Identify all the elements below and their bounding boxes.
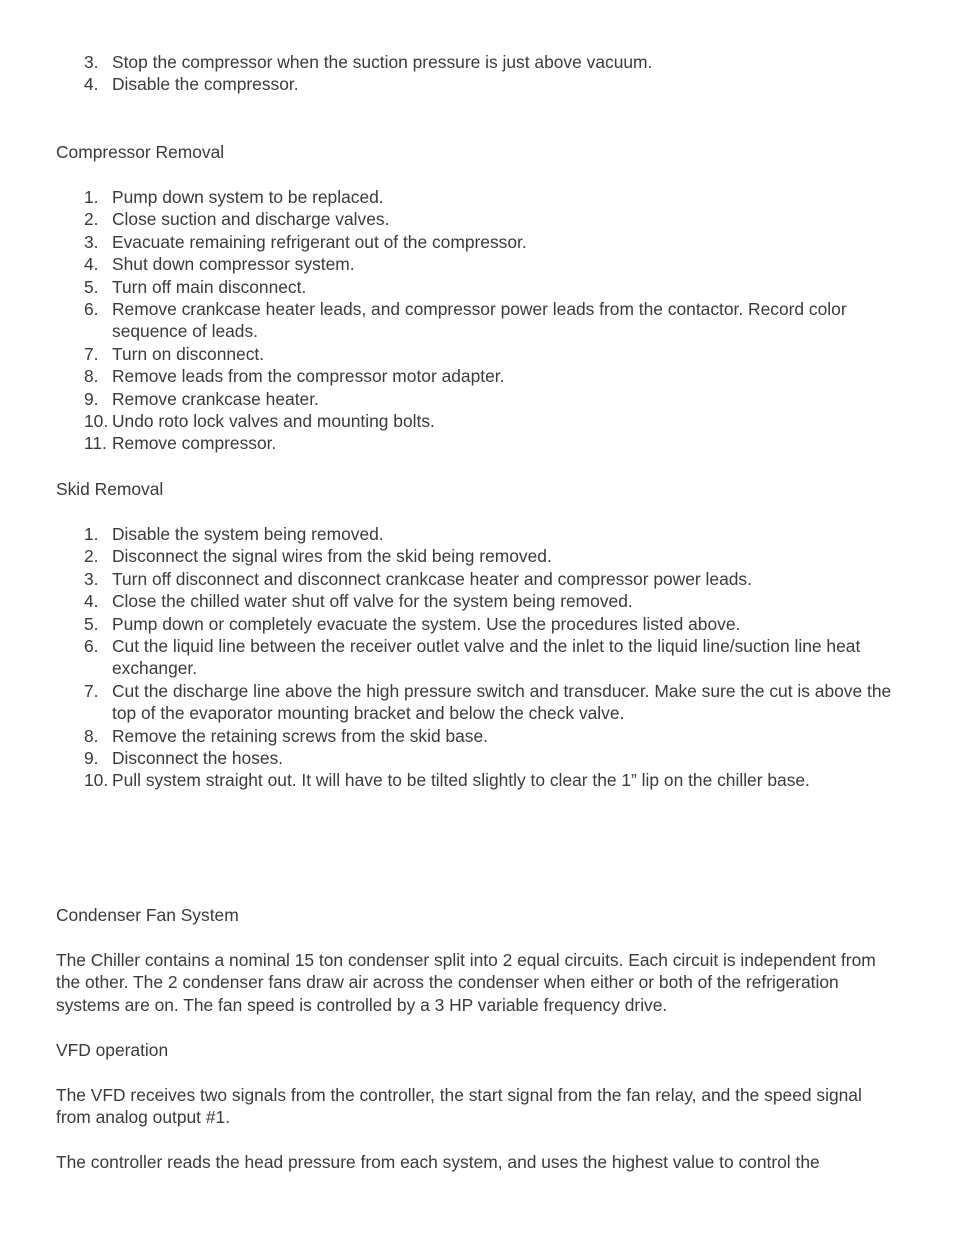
vfd-section bbox=[56, 1039, 906, 1061]
condenser-paragraph: The Chiller contains a nominal 15 ton condenser split into 2 equal circuits. Each circuit is independent from the other. The 2 condenser fans draw air across the condenser when either or both of the refrigeration systems are on. The fan speed is controlled by a 3 HP variable frequency drive. bbox=[56, 950, 876, 1015]
skid-removal-steps-section bbox=[56, 523, 906, 792]
list-item: 3. Evacuate remaining refrigerant out of the compressor. bbox=[84, 231, 527, 252]
top-list bbox=[56, 51, 906, 96]
list-item: 6. Cut the liquid line between the receiver outlet valve and the inlet to the liquid line/suction line heat exchanger. bbox=[84, 636, 861, 679]
list-item: 8. Remove leads from the compressor motor adapter. bbox=[84, 366, 505, 387]
vfd-heading: VFD operation bbox=[56, 1040, 169, 1060]
vfd-paragraph-1: The VFD receives two signals from the controller, the start signal from the fan relay, and the speed signal from analog output #1. bbox=[56, 1085, 862, 1128]
compressor-removal-steps-section bbox=[56, 186, 906, 455]
list-item: 1. Pump down system to be replaced. bbox=[84, 187, 384, 207]
compressor-removal-section bbox=[56, 141, 906, 163]
list-item: 11. Remove compressor. bbox=[84, 433, 277, 454]
skid-removal-section bbox=[56, 478, 906, 500]
list-item: 3. Stop the compressor when the suction pressure is just above vacuum. bbox=[84, 52, 653, 72]
list-item: 10. Undo roto lock valves and mounting bolts. bbox=[84, 411, 435, 432]
vfd-paragraph-2-block bbox=[56, 1151, 916, 1173]
list-item: 7. Turn on disconnect. bbox=[84, 343, 265, 364]
list-item: 10. Pull system straight out. It will have to be tilted slightly to clear the 1” lip on the chiller base. bbox=[84, 770, 810, 791]
compressor-removal-steps bbox=[56, 186, 906, 455]
list-item: 9. Remove crankcase heater. bbox=[84, 388, 319, 409]
list-item: 2. Disconnect the signal wires from the skid being removed. bbox=[84, 546, 552, 567]
list-item: 7. Cut the discharge line above the high pressure switch and transducer. Make sure the cut is above the top of the evaporator mounting bracket and below the check valve. bbox=[84, 680, 892, 724]
condenser-section bbox=[56, 904, 906, 926]
list-item: 5. Pump down or completely evacuate the system. Use the procedures listed above. bbox=[84, 613, 741, 634]
list-item: 5. Turn off main disconnect. bbox=[84, 276, 307, 297]
list-item: 2. Close suction and discharge valves. bbox=[84, 209, 390, 230]
list-item: 4. Shut down compressor system. bbox=[84, 254, 355, 275]
list-item: 1. Disable the system being removed. bbox=[84, 524, 384, 544]
list-item: 4. Close the chilled water shut off valve for the system being removed. bbox=[84, 591, 633, 612]
vfd-paragraph-1-block bbox=[56, 1084, 886, 1129]
skid-removal-steps bbox=[56, 523, 906, 792]
top-list-section bbox=[56, 51, 906, 96]
list-item: 6. Remove crankcase heater leads, and compressor power leads from the contactor. Record color sequence of leads. bbox=[84, 299, 847, 342]
list-item: 8. Remove the retaining screws from the skid base. bbox=[84, 725, 488, 746]
compressor-removal-heading: Compressor Removal bbox=[56, 142, 225, 162]
condenser-heading: Condenser Fan System bbox=[56, 905, 239, 925]
condenser-paragraph-block bbox=[56, 949, 902, 1016]
list-item: 9. Disconnect the hoses. bbox=[84, 748, 284, 769]
vfd-paragraph-2: The controller reads the head pressure from each system, and uses the highest value to control the bbox=[56, 1152, 820, 1172]
skid-removal-heading: Skid Removal bbox=[56, 479, 164, 499]
list-item: 3. Turn off disconnect and disconnect crankcase heater and compressor power leads. bbox=[84, 568, 752, 589]
list-item: 4. Disable the compressor. bbox=[84, 74, 299, 95]
